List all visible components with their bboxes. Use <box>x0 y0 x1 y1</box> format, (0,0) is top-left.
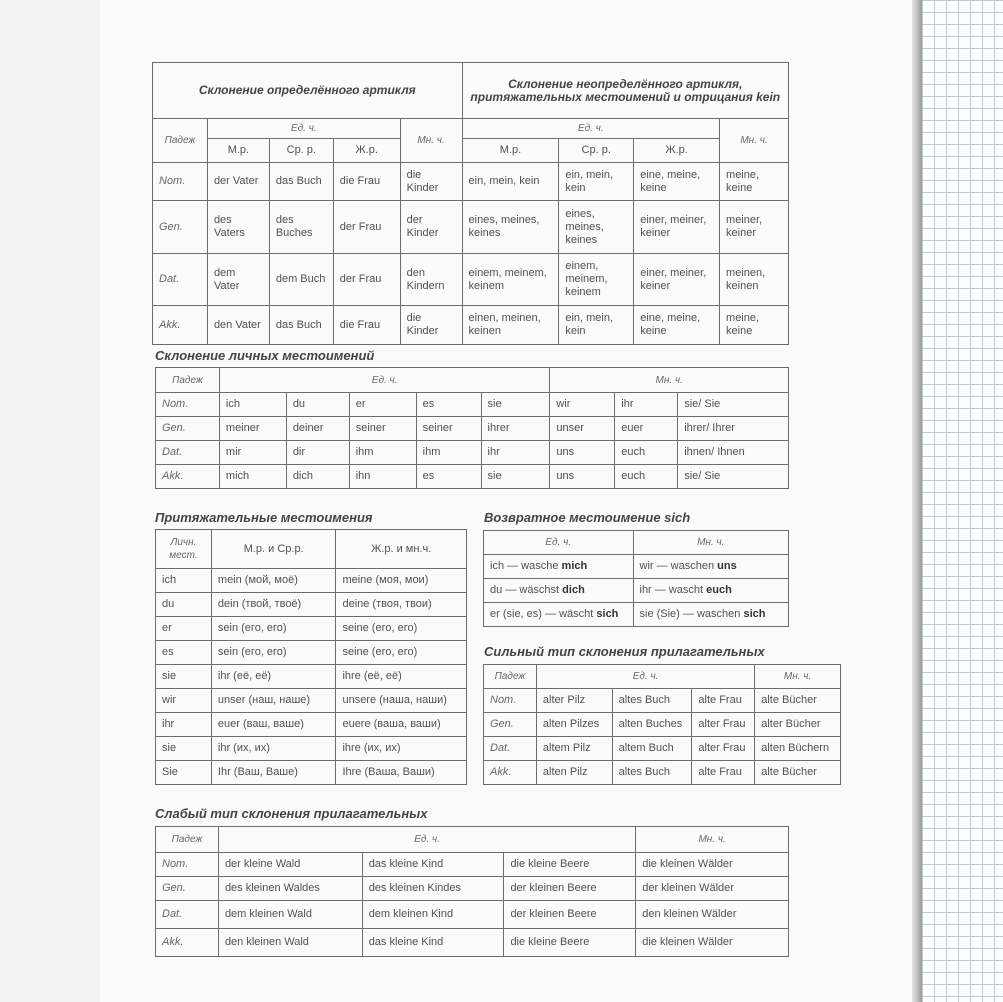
singular-header: Ед. ч. <box>536 665 754 689</box>
plural-header: Мн. ч. <box>633 531 789 555</box>
definite-article-title: Склонение определённого артикля <box>153 63 463 119</box>
singular-header: Ед. ч. <box>484 531 634 555</box>
personal-pronoun-header: Личн. мест. <box>156 530 212 569</box>
possessive-pronouns-table <box>155 529 467 785</box>
table-row: Dat. dem kleinen Wald dem kleinen Kind der kleinen Beere den kleinen Wälder <box>156 901 789 929</box>
table-row: Sie Ihr (Ваш, Ваше) Ihre (Ваша, Ваши) <box>156 761 467 785</box>
table-row: er sein (его, его) seine (его, его) <box>156 617 467 641</box>
graph-paper <box>922 0 1003 1002</box>
table-row: wir unser (наш, наше) unsere (наша, наши) <box>156 689 467 713</box>
plural-header: Мн. ч. <box>550 368 789 393</box>
table-row: du — wäschst dich ihr — wascht euch <box>484 579 789 603</box>
article-declension-table <box>152 62 789 345</box>
table-row: Nom. alter Pilz altes Buch alte Frau alte Bücher <box>484 689 841 713</box>
table-row: ich — wasche mich wir — waschen uns <box>484 555 789 579</box>
personal-pronouns-table <box>155 367 789 489</box>
reflexive-pronoun-table <box>483 530 789 627</box>
personal-pronouns-title: Склонение личных местоимений <box>155 348 375 363</box>
table-row: Dat. dem Vater dem Buch der Frau den Kindern einem, meinem, keinem einem, meinem, keinem einer, meiner, keiner meinen, keinen <box>153 254 789 306</box>
table-row: Akk. mich dich ihn es sie uns euch sie/ Sie <box>156 465 789 489</box>
indef-singular-header: Ед. ч. <box>462 119 719 139</box>
indef-gender-masc: М.р. <box>462 139 559 163</box>
singular-header: Ед. ч. <box>218 827 635 853</box>
table-row: Dat. altem Pilz altem Buch alter Frau alten Büchern <box>484 737 841 761</box>
def-plural-header: Мн. ч. <box>400 119 462 163</box>
reflexive-pronoun-title: Возвратное местоимение sich <box>484 510 691 525</box>
table-row: es sein (его, его) seine (его, его) <box>156 641 467 665</box>
table-row: Nom. der Vater das Buch die Frau die Kinder ein, mein, kein ein, mein, kein eine, meine, keine meine, keine <box>153 163 789 201</box>
def-gender-masc: М.р. <box>207 139 269 163</box>
table-row: Gen. alten Pilzes alten Buches alter Frau alter Bücher <box>484 713 841 737</box>
def-gender-neut: Ср. р. <box>269 139 333 163</box>
plural-header: Мн. ч. <box>636 827 789 853</box>
weak-adjective-table <box>155 826 789 957</box>
case-header: Падеж <box>153 119 208 163</box>
table-row: ich mein (мой, моё) meine (моя, мои) <box>156 569 467 593</box>
table-row: sie ihr (её, её) ihre (её, её) <box>156 665 467 689</box>
case-header: Падеж <box>156 368 220 393</box>
table-row: Dat. mir dir ihm ihm ihr uns euch ihnen/ Ihnen <box>156 441 789 465</box>
plural-header: Мн. ч. <box>755 665 841 689</box>
table-row: Nom. der kleine Wald das kleine Kind die kleine Beere die kleinen Wälder <box>156 853 789 877</box>
indefinite-article-title: Склонение неопределённого артикля, притяжательных местоимений и отрицания kein <box>462 63 788 119</box>
def-gender-fem: Ж.р. <box>333 139 400 163</box>
indef-gender-fem: Ж.р. <box>634 139 720 163</box>
table-row: er (sie, es) — wäscht sich sie (Sie) — waschen sich <box>484 603 789 627</box>
indef-gender-neut: Ср. р. <box>559 139 634 163</box>
weak-adjective-title: Слабый тип склонения прилагательных <box>155 806 428 821</box>
table-row: sie ihr (их, их) ihre (их, их) <box>156 737 467 761</box>
table-row: Nom. ich du er es sie wir ihr sie/ Sie <box>156 393 789 417</box>
strong-adjective-title: Сильный тип склонения прилагательных <box>484 644 765 659</box>
table-row: Akk. den Vater das Buch die Frau die Kinder einen, meinen, keinen ein, mein, kein eine, meine, keine meine, keine <box>153 306 789 345</box>
table-row: Gen. des Vaters des Buches der Frau der Kinder eines, meines, keines eines, meines, keines einer, meiner, keiner meiner, keiner <box>153 201 789 254</box>
table-row: du dein (твой, твоё) deine (твоя, твои) <box>156 593 467 617</box>
table-row: ihr euer (ваш, ваше) euere (ваша, ваши) <box>156 713 467 737</box>
strong-adjective-table <box>483 664 841 785</box>
def-singular-header: Ед. ч. <box>207 119 400 139</box>
table-row: Akk. den kleinen Wald das kleine Kind die kleine Beere die kleinen Wälder <box>156 929 789 957</box>
possessive-pronouns-title: Притяжательные местоимения <box>155 510 373 525</box>
table-row: Gen. meiner deiner seiner seiner ihrer unser euer ihrer/ Ihrer <box>156 417 789 441</box>
singular-header: Ед. ч. <box>219 368 550 393</box>
masc-neut-header: М.р. и Ср.р. <box>211 530 336 569</box>
indef-plural-header: Мн. ч. <box>720 119 789 163</box>
case-header: Падеж <box>484 665 537 689</box>
page-gutter <box>912 0 922 1002</box>
fem-plural-header: Ж.р. и мн.ч. <box>336 530 467 569</box>
case-header: Падеж <box>156 827 219 853</box>
table-row: Gen. des kleinen Waldes des kleinen Kindes der kleinen Beere der kleinen Wälder <box>156 877 789 901</box>
table-row: Akk. alten Pilz altes Buch alte Frau alte Bücher <box>484 761 841 785</box>
